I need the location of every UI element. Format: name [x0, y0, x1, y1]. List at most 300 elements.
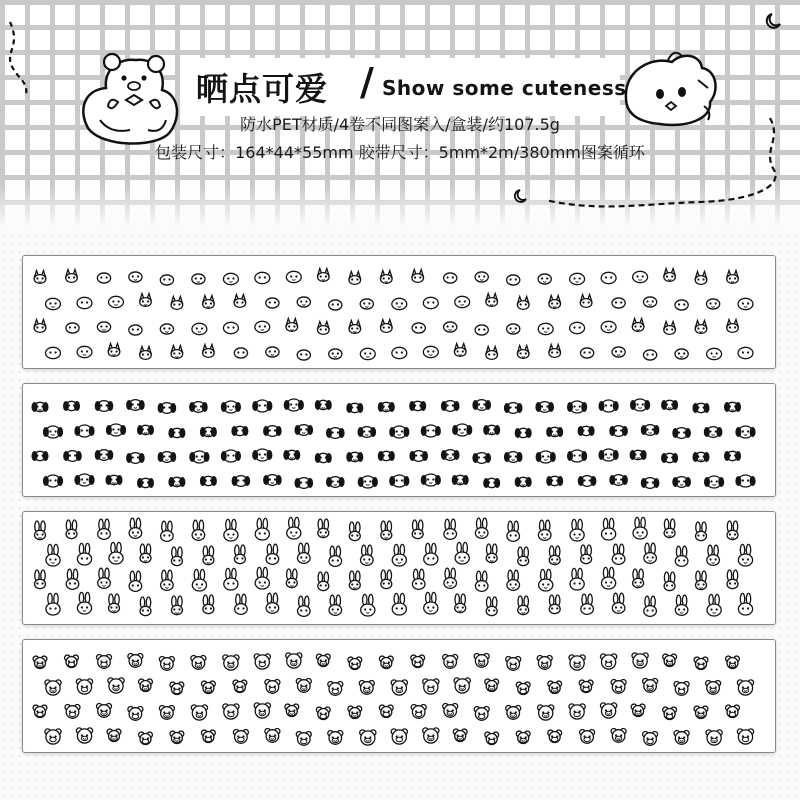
critter-doodle-icon [327, 428, 345, 439]
critter-doodle-icon [32, 451, 48, 460]
critter-doodle-icon [707, 594, 721, 616]
critter-doodle-icon [318, 572, 329, 591]
critter-doodle-icon [327, 477, 345, 488]
critter-doodle-icon [255, 272, 270, 283]
critter-doodle-icon [600, 654, 616, 669]
critter-doodle-icon [233, 680, 247, 692]
critter-doodle-icon [411, 655, 425, 667]
critter-doodle-icon [140, 294, 152, 307]
critter-doodle-icon [223, 655, 239, 670]
critter-doodle-icon [138, 425, 154, 434]
page-subtitle: Show some cuteness [382, 76, 627, 100]
critter-doodle-icon [265, 679, 280, 693]
critter-doodle-icon [349, 321, 361, 334]
critter-doodle-icon [140, 347, 152, 360]
critter-doodle-icon [203, 296, 215, 309]
critter-doodle-icon [630, 450, 646, 459]
critter-doodle-icon [233, 729, 248, 743]
critter-doodle-icon [77, 592, 91, 614]
critter-doodle-icon [33, 705, 47, 717]
critter-doodle-icon [725, 402, 741, 411]
critter-doodle-icon [169, 477, 185, 486]
critter-doodle-icon [737, 729, 753, 744]
critter-doodle-icon [254, 654, 270, 669]
critter-doodle-icon [570, 568, 584, 590]
critter-doodle-icon [296, 678, 311, 692]
critter-doodle-icon [266, 347, 279, 357]
critter-doodle-icon [66, 323, 79, 333]
critter-doodle-icon [43, 475, 62, 487]
critter-doodle-icon [549, 345, 561, 358]
critter-doodle-icon [515, 428, 531, 437]
critter-doodle-icon [298, 543, 311, 563]
critter-doodle-icon [736, 475, 755, 487]
critter-doodle-icon [568, 401, 587, 413]
critter-doodle-icon [97, 322, 110, 332]
critter-doodle-icon [504, 452, 522, 463]
washi-tape-strip-4 [22, 639, 776, 753]
critter-doodle-icon [190, 402, 208, 413]
critter-doodle-icon [34, 271, 46, 284]
critter-doodle-icon [423, 297, 438, 308]
critter-doodle-icon [455, 594, 466, 613]
critter-doodle-icon [538, 705, 554, 720]
critter-doodle-icon [568, 450, 587, 462]
critter-doodle-icon [266, 298, 279, 308]
critter-doodle-icon [296, 731, 311, 745]
critter-doodle-icon [264, 475, 282, 486]
critter-doodle-icon [506, 705, 521, 719]
critter-doodle-icon [726, 705, 740, 717]
critter-doodle-icon [201, 681, 215, 693]
critter-doodle-icon [129, 272, 142, 282]
critter-doodle-icon [329, 546, 342, 566]
critter-doodle-icon [736, 426, 755, 438]
critter-doodle-icon [675, 595, 688, 615]
critter-doodle-icon [106, 424, 125, 436]
critter-doodle-icon [696, 522, 707, 541]
critter-doodle-icon [424, 543, 438, 565]
critter-doodle-icon [139, 732, 153, 744]
critter-doodle-icon [159, 705, 174, 719]
critter-doodle-icon [424, 592, 438, 614]
critter-doodle-icon [454, 678, 470, 693]
critter-doodle-icon [318, 519, 329, 538]
critter-doodle-icon [286, 569, 297, 588]
critter-doodle-icon [612, 544, 625, 564]
critter-doodle-icon [610, 475, 628, 486]
critter-doodle-icon [675, 300, 688, 310]
critter-doodle-icon [358, 476, 377, 488]
critter-doodle-icon [410, 451, 428, 462]
critter-doodle-icon [359, 680, 374, 694]
washi-tape-strip-3 [22, 511, 776, 625]
critter-doodle-icon [539, 569, 553, 591]
critter-doodle-icon [66, 569, 79, 589]
critter-doodle-icon [570, 519, 584, 541]
critter-doodle-icon [412, 520, 423, 539]
critter-doodle-icon [664, 269, 676, 282]
critter-doodle-icon [328, 730, 343, 744]
critter-doodle-icon [66, 520, 77, 539]
critter-doodle-icon [161, 521, 174, 541]
critter-doodle-icon [611, 679, 626, 693]
critter-doodle-icon [453, 424, 472, 436]
critter-doodle-icon [549, 296, 561, 309]
critter-doodle-icon [379, 705, 393, 717]
critter-doodle-icon [378, 402, 394, 411]
critter-doodle-icon [191, 705, 207, 720]
critter-doodle-icon [602, 518, 616, 540]
critter-doodle-icon [475, 272, 488, 282]
critter-doodle-icon [694, 657, 708, 669]
critter-doodle-icon [507, 275, 520, 285]
tape-1-doodles [23, 256, 776, 369]
small-moon-icon [515, 190, 526, 202]
critter-doodle-icon [95, 401, 113, 412]
critter-doodle-icon [506, 656, 521, 670]
critter-doodle-icon [286, 653, 302, 668]
critter-doodle-icon [444, 519, 457, 539]
critter-doodle-icon [612, 593, 625, 613]
critter-doodle-icon [170, 682, 184, 694]
critter-doodle-icon [549, 595, 560, 614]
critter-doodle-icon [423, 346, 438, 357]
critter-doodle-icon [98, 568, 111, 588]
critter-doodle-icon [631, 399, 650, 411]
critter-doodle-icon [441, 450, 459, 461]
critter-doodle-icon [381, 521, 392, 540]
critter-doodle-icon [641, 478, 659, 489]
critter-doodle-icon [485, 679, 499, 691]
critter-doodle-icon [64, 451, 82, 462]
tape-2-doodles [23, 384, 776, 497]
critter-doodle-icon [97, 273, 110, 283]
critter-doodle-icon [349, 522, 360, 541]
critter-doodle-icon [631, 704, 645, 716]
critter-doodle-icon [454, 344, 466, 357]
critter-doodle-icon [192, 323, 207, 334]
critter-doodle-icon [77, 543, 91, 565]
critter-doodle-icon [253, 400, 272, 412]
critter-doodle-icon [127, 453, 145, 464]
critter-doodle-icon [599, 449, 618, 461]
critter-doodle-icon [441, 401, 459, 412]
critter-doodle-icon [171, 547, 182, 566]
critter-doodle-icon [612, 347, 625, 357]
critter-doodle-icon [348, 657, 362, 669]
critter-doodle-icon [695, 321, 707, 334]
critter-doodle-icon [632, 653, 648, 668]
critter-doodle-icon [602, 567, 616, 589]
critter-doodle-icon [266, 593, 279, 613]
critter-doodle-icon [581, 594, 594, 614]
critter-doodle-icon [203, 595, 214, 614]
critter-doodle-icon [221, 401, 240, 413]
critter-doodle-icon [548, 730, 562, 742]
critter-doodle-icon [421, 425, 440, 437]
tape-3-doodles [23, 512, 776, 625]
critter-doodle-icon [694, 706, 708, 718]
critter-doodle-icon [253, 449, 272, 461]
critter-doodle-icon [695, 272, 707, 285]
critter-doodle-icon [285, 704, 299, 716]
critter-doodle-icon [360, 299, 373, 309]
critter-doodle-icon [265, 728, 280, 742]
critter-doodle-icon [644, 596, 657, 616]
critter-doodle-icon [738, 347, 753, 358]
critter-doodle-icon [192, 569, 206, 591]
critter-doodle-icon [664, 322, 676, 335]
critter-doodle-icon [316, 654, 330, 666]
critter-doodle-icon [412, 569, 425, 589]
critter-doodle-icon [412, 323, 425, 333]
critter-doodle-icon [95, 450, 113, 461]
critter-doodle-icon [169, 428, 185, 437]
critter-doodle-icon [696, 571, 707, 590]
critter-doodle-icon [390, 426, 409, 438]
critter-doodle-icon [632, 319, 644, 332]
critter-doodle-icon [663, 707, 677, 719]
critter-doodle-icon [347, 403, 363, 412]
critter-doodle-icon [411, 704, 426, 718]
critter-doodle-icon [32, 402, 48, 411]
critter-doodle-icon [644, 543, 657, 563]
critter-doodle-icon [392, 347, 407, 358]
critter-doodle-icon [706, 680, 721, 694]
critter-doodle-icon [412, 270, 424, 283]
critter-doodle-icon [107, 729, 121, 741]
critter-doodle-icon [484, 478, 500, 487]
critter-doodle-icon [610, 426, 628, 437]
critter-doodle-icon [421, 474, 440, 486]
critter-doodle-icon [707, 545, 720, 565]
critter-doodle-icon [108, 344, 120, 357]
critter-doodle-icon [45, 680, 61, 695]
critter-doodle-icon [538, 520, 551, 540]
critter-doodle-icon [316, 707, 330, 719]
critter-doodle-icon [475, 325, 488, 335]
critter-doodle-icon [349, 272, 361, 285]
critter-doodle-icon [580, 295, 592, 308]
critter-doodle-icon [96, 703, 111, 717]
critter-doodle-icon [474, 653, 489, 667]
critter-doodle-icon [128, 653, 143, 667]
critter-doodle-icon [423, 679, 439, 694]
moon-icon [767, 14, 780, 28]
critter-doodle-icon [76, 728, 92, 743]
critter-doodle-icon [77, 346, 92, 357]
critter-doodle-icon [379, 656, 393, 668]
critter-doodle-icon [444, 322, 457, 332]
critter-doodle-icon [484, 425, 500, 434]
critter-doodle-icon [580, 729, 595, 743]
critter-doodle-icon [518, 547, 529, 566]
critter-doodle-icon [127, 400, 145, 411]
critter-doodle-icon [192, 520, 205, 540]
critter-doodle-icon [507, 324, 520, 334]
critter-doodle-icon [392, 593, 406, 615]
critter-doodle-icon [633, 569, 644, 588]
critter-doodle-icon [203, 345, 215, 358]
critter-doodle-icon [224, 519, 238, 541]
critter-doodle-icon [548, 681, 562, 693]
critter-doodle-icon [361, 594, 375, 616]
critter-doodle-icon [455, 542, 469, 564]
critter-doodle-icon [392, 298, 407, 309]
critter-doodle-icon [224, 568, 238, 590]
critter-doodle-icon [410, 401, 426, 410]
critter-doodle-icon [295, 478, 313, 489]
critter-doodle-icon [570, 273, 585, 284]
critter-doodle-icon [170, 731, 184, 743]
critter-doodle-icon [516, 731, 530, 743]
critter-doodle-icon [66, 270, 78, 283]
critter-doodle-icon [474, 706, 489, 720]
critter-doodle-icon [318, 322, 330, 335]
critter-doodle-icon [190, 451, 209, 463]
critter-doodle-icon [473, 400, 491, 411]
critter-doodle-icon [361, 545, 374, 565]
critter-doodle-icon [475, 518, 488, 538]
critter-doodle-icon [515, 477, 531, 486]
critter-doodle-icon [727, 570, 738, 589]
critter-doodle-icon [221, 450, 240, 462]
critter-doodle-icon [297, 350, 310, 360]
critter-doodle-icon [35, 521, 46, 540]
page-title: 晒点可爱 [196, 70, 329, 108]
critter-doodle-icon [223, 273, 238, 284]
critter-doodle-icon [549, 546, 560, 565]
critter-doodle-icon [675, 546, 688, 566]
critter-doodle-icon [286, 319, 298, 332]
critter-doodle-icon [255, 518, 269, 540]
critter-doodle-icon [599, 400, 618, 412]
critter-doodle-icon [315, 453, 331, 462]
critter-doodle-icon [737, 680, 753, 695]
critter-doodle-icon [109, 542, 123, 564]
critter-doodle-icon [675, 349, 688, 359]
critter-doodle-icon [726, 656, 740, 668]
critter-doodle-icon [662, 453, 678, 462]
critter-doodle-icon [75, 425, 94, 437]
critter-doodle-icon [46, 347, 61, 358]
critter-doodle-icon [641, 425, 659, 436]
critter-doodle-icon [43, 426, 62, 438]
critter-doodle-icon [381, 570, 392, 589]
critter-doodle-icon [707, 348, 722, 359]
critter-doodle-icon [171, 596, 182, 615]
critter-doodle-icon [643, 297, 656, 307]
critter-doodle-icon [569, 655, 585, 670]
spec-size-line: 包装尺寸：164*44*55mm 胶带尺寸：5mm*2m/380mm图案循环 [155, 143, 645, 162]
critter-doodle-icon [65, 704, 80, 718]
critter-doodle-icon [98, 519, 111, 539]
critter-doodle-icon [96, 654, 111, 668]
critter-doodle-icon [444, 273, 457, 283]
critter-doodle-icon [329, 300, 342, 310]
critter-doodle-icon [738, 593, 752, 615]
title-slash: / [360, 60, 374, 104]
critter-doodle-icon [538, 323, 553, 334]
critter-doodle-icon [518, 596, 529, 615]
critter-doodle-icon [235, 594, 248, 614]
critter-doodle-icon [295, 425, 313, 436]
critter-doodle-icon [611, 728, 626, 742]
critter-doodle-icon [349, 571, 360, 590]
spec-material-line: 防水PET材质/4卷不同图案入/盒装/约107.5g [240, 115, 560, 134]
critter-doodle-icon [284, 450, 300, 459]
critter-doodle-icon [77, 297, 92, 308]
squiggle-line-left [10, 22, 26, 96]
critter-doodle-icon [200, 476, 216, 485]
critter-doodle-icon [391, 729, 407, 744]
critter-doodle-icon [76, 679, 92, 694]
critter-doodle-icon [171, 346, 183, 359]
critter-doodle-icon [161, 570, 174, 590]
critter-doodle-icon [347, 452, 363, 461]
critter-doodle-icon [423, 728, 439, 743]
critter-doodle-icon [158, 403, 176, 414]
critter-doodle-icon [129, 571, 142, 591]
critter-doodle-icon [443, 654, 458, 668]
tape-4-doodles [23, 640, 776, 753]
critter-doodle-icon [191, 655, 206, 669]
critter-doodle-icon [538, 274, 551, 284]
critter-doodle-icon [674, 681, 689, 695]
critter-doodle-icon [612, 298, 625, 308]
critter-doodle-icon [633, 517, 647, 539]
critter-doodle-icon [738, 298, 753, 309]
critter-doodle-icon [673, 477, 691, 488]
critter-doodle-icon [516, 682, 530, 694]
critter-doodle-icon [381, 320, 393, 333]
critter-doodle-icon [673, 428, 691, 439]
critter-doodle-icon [232, 426, 248, 435]
critter-doodle-icon [284, 399, 303, 411]
critter-doodle-icon [475, 571, 488, 591]
critter-doodle-icon [663, 654, 677, 666]
critter-doodle-icon [581, 545, 592, 564]
critter-doodle-icon [705, 476, 724, 488]
critter-doodle-icon [664, 572, 675, 591]
critter-doodle-icon [203, 546, 214, 565]
critter-doodle-icon [46, 298, 61, 309]
critter-doodle-icon [504, 403, 522, 414]
critter-doodle-icon [75, 474, 94, 486]
critter-doodle-icon [706, 299, 719, 309]
critter-doodle-icon [328, 681, 343, 695]
critter-doodle-icon [201, 730, 215, 742]
critter-doodle-icon [578, 476, 596, 487]
critter-doodle-icon [378, 451, 394, 460]
critter-doodle-icon [455, 296, 470, 307]
critter-doodle-icon [171, 297, 183, 310]
critter-doodle-icon [35, 570, 46, 589]
critter-doodle-icon [318, 269, 330, 282]
critter-doodle-icon [255, 567, 269, 589]
critter-doodle-icon [486, 347, 498, 360]
critter-doodle-icon [286, 271, 301, 282]
critter-doodle-icon [580, 348, 593, 358]
critter-doodle-icon [725, 451, 741, 460]
critter-doodle-icon [140, 597, 151, 616]
critter-doodle-icon [486, 597, 497, 616]
critter-doodle-icon [45, 729, 61, 744]
critter-doodle-icon [507, 570, 520, 590]
critter-doodle-icon [158, 452, 176, 463]
critter-doodle-icon [129, 518, 142, 538]
